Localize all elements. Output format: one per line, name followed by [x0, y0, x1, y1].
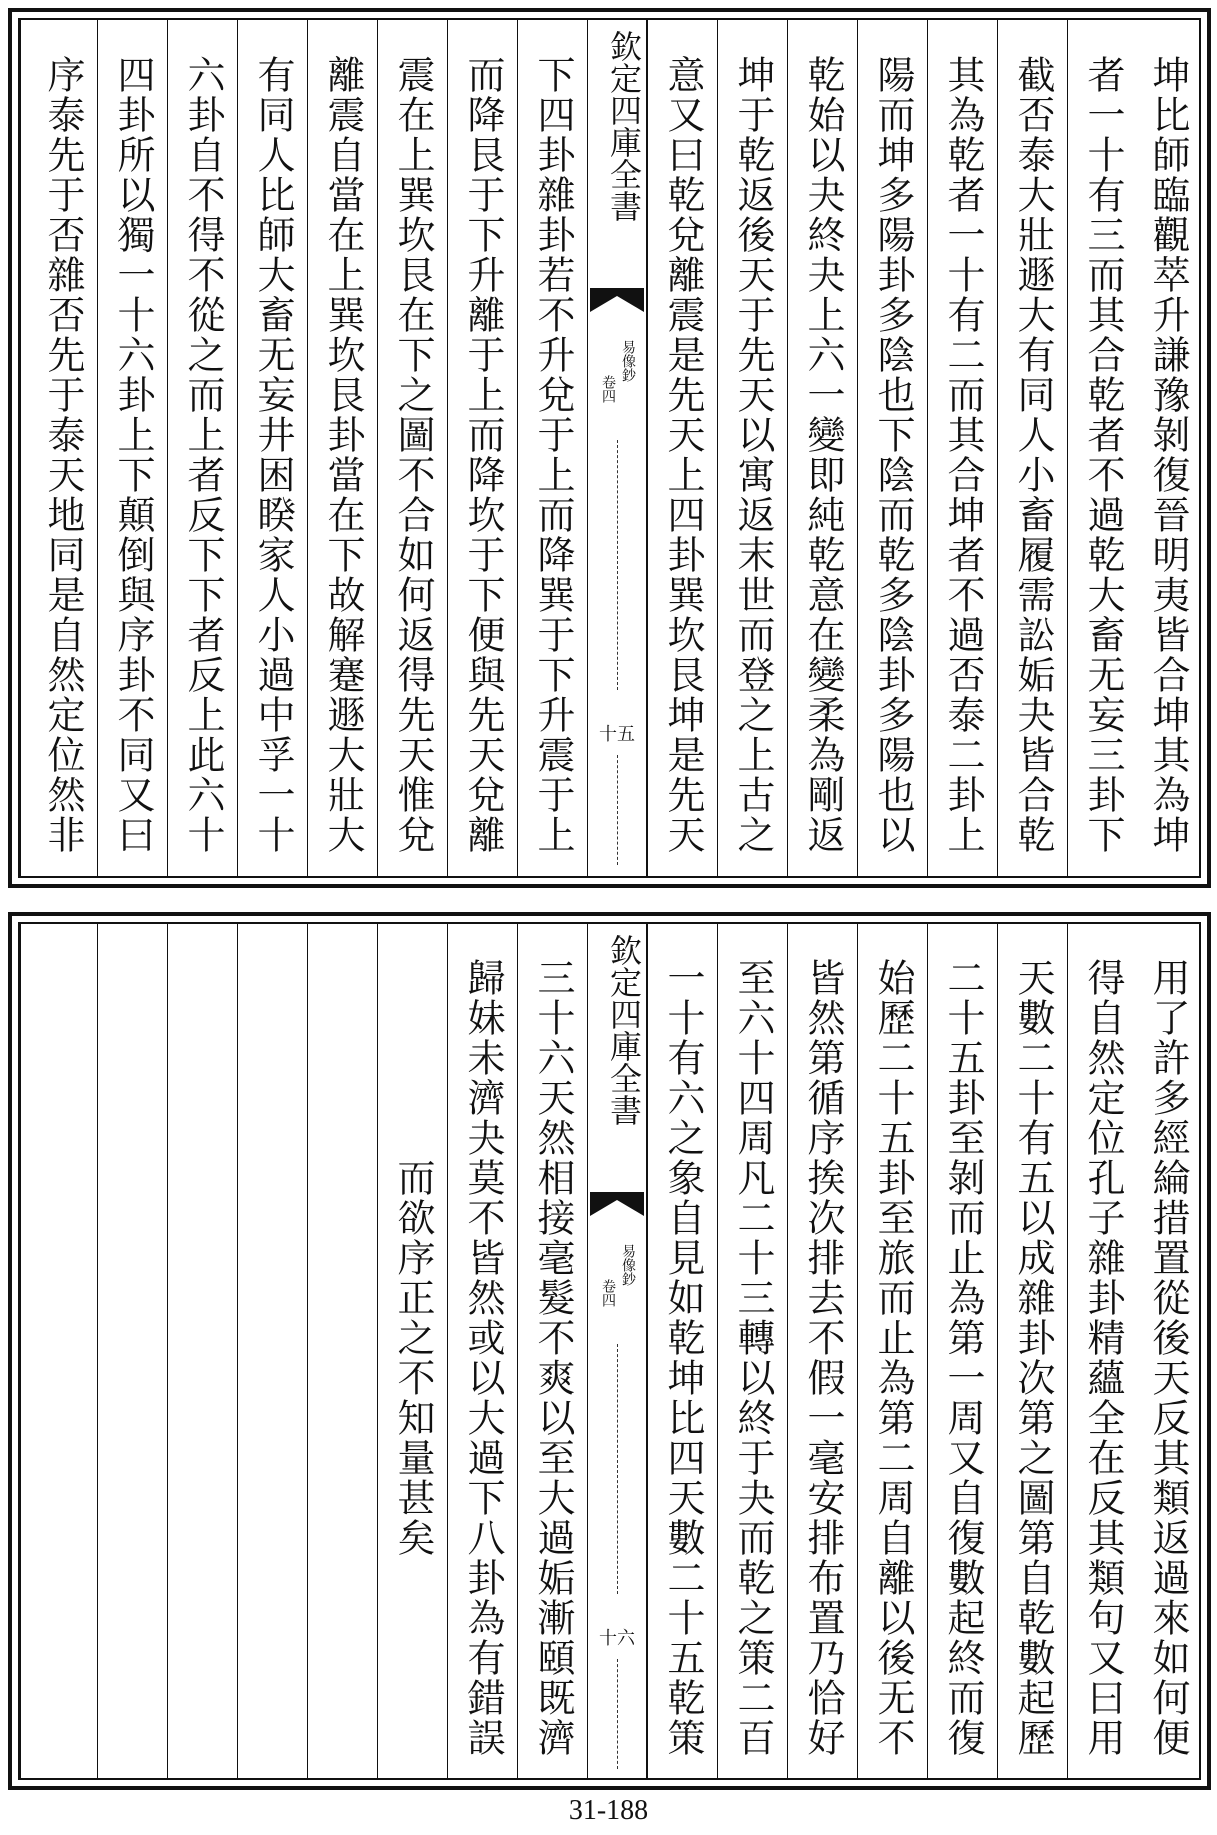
lower-empty-column: [20, 924, 97, 1778]
upper-text-column: 者一十有三而其合乾者不過乾大畜无妄三卦下: [1067, 20, 1137, 876]
upper-text-column: 意又曰乾兌離震是先天上四卦巽坎艮坤是先天: [647, 20, 717, 876]
book-title: 易像鈔: [620, 340, 636, 382]
upper-text-column: 下四卦雜卦若不升兌于上而降巽于下升震于上: [517, 20, 587, 876]
lower-center-strip: [587, 924, 647, 1778]
upper-center-strip: [587, 20, 647, 876]
lower-empty-column: [167, 924, 237, 1778]
lower-text-column: 二十五卦至剝而止為第一周又自復數起終而復: [927, 924, 997, 1778]
upper-text-column: 坤于乾返後天于先天以寓返末世而登之上古之: [717, 20, 787, 876]
volume-label: 卷四: [600, 375, 616, 403]
lower-page: [8, 912, 1211, 1790]
upper-text-column: 六卦自不得不從之而上者反下下者反上此六十: [167, 20, 237, 876]
upper-text-column: 四卦所以獨一十六卦上下顛倒與序卦不同又曰: [97, 20, 167, 876]
collection-title: 欽定四庫全書: [605, 30, 643, 222]
lower-empty-column: [307, 924, 377, 1778]
lower-empty-column: [237, 924, 307, 1778]
upper-text-column: 有同人比師大畜无妄井困睽家人小過中孚一十: [237, 20, 307, 876]
lower-text-column: 始歷二十五卦至旅而止為第二周自離以後无不: [857, 924, 927, 1778]
upper-text-column: 序泰先于否雜否先于泰天地同是自然定位然非: [20, 20, 97, 876]
page-number: 十五: [599, 724, 635, 745]
upper-page: [8, 8, 1211, 888]
center-guide-line: [617, 1659, 618, 1769]
upper-text-column: 陽而坤多陽卦多陰也下陰而乾多陰卦多陽也以: [857, 20, 927, 876]
upper-text-column: 震在上巽坎艮在下之圖不合如何返得先天惟兌: [377, 20, 447, 876]
upper-text-column: 坤比師臨觀萃升謙豫剝復晉明夷皆合坤其為坤: [1146, 55, 1190, 855]
fish-tail-mark-icon: [590, 1192, 644, 1216]
upper-text-column: 離震自當在上巽坎艮卦當在下故解蹇遯大壯大: [307, 20, 377, 876]
lower-text-column: 得自然定位孔子雜卦精蘊全在反其類句又曰用: [1067, 924, 1137, 1778]
lower-empty-column: [97, 924, 167, 1778]
lower-text-column: 皆然第循序挨次排去不假一毫安排布置乃恰好: [787, 924, 857, 1778]
lower-text-column: 三十六天然相接毫髮不爽以至大過姤漸頤既濟: [517, 924, 587, 1778]
center-guide-line: [617, 440, 618, 690]
center-guide-line: [617, 755, 618, 865]
fish-tail-mark-icon: [590, 288, 644, 312]
lower-text-column: 天數二十有五以成雜卦次第之圖第自乾數起歷: [997, 924, 1067, 1778]
center-guide-line: [617, 1344, 618, 1594]
upper-text-column: 截否泰大壯遯大有同人小畜履需訟姤夬皆合乾: [997, 20, 1067, 876]
collection-title: 欽定四庫全書: [605, 934, 643, 1126]
lower-page-frame: [18, 922, 1201, 1780]
upper-text-column: 而降艮于下升離于上而降坎于下便與先天兌離: [447, 20, 517, 876]
upper-text-column: 乾始以夬終夬上六一變即純乾意在變柔為剛返: [787, 20, 857, 876]
lower-text-column: 至六十四周凡二十三轉以終于夬而乾之策二百: [717, 924, 787, 1778]
upper-text-column: 其為乾者一十有二而其合坤者不過否泰二卦上: [927, 20, 997, 876]
lower-text-column: 而欲序正之不知量甚矣: [377, 924, 447, 1778]
upper-page-frame: [18, 18, 1201, 878]
book-title: 易像鈔: [620, 1244, 636, 1286]
scan-page-number: 31-188: [568, 1795, 649, 1826]
lower-text-column: 用了許多經綸措置從後天反其類返過來如何便: [1146, 958, 1190, 1758]
lower-text-column: 歸妹未濟夬莫不皆然或以大過下八卦為有錯誤: [447, 924, 517, 1778]
page-number: 十六: [599, 1628, 635, 1649]
volume-label: 卷四: [600, 1279, 616, 1307]
lower-text-column: 一十有六之象自見如乾坤比四天數二十五乾策: [647, 924, 717, 1778]
